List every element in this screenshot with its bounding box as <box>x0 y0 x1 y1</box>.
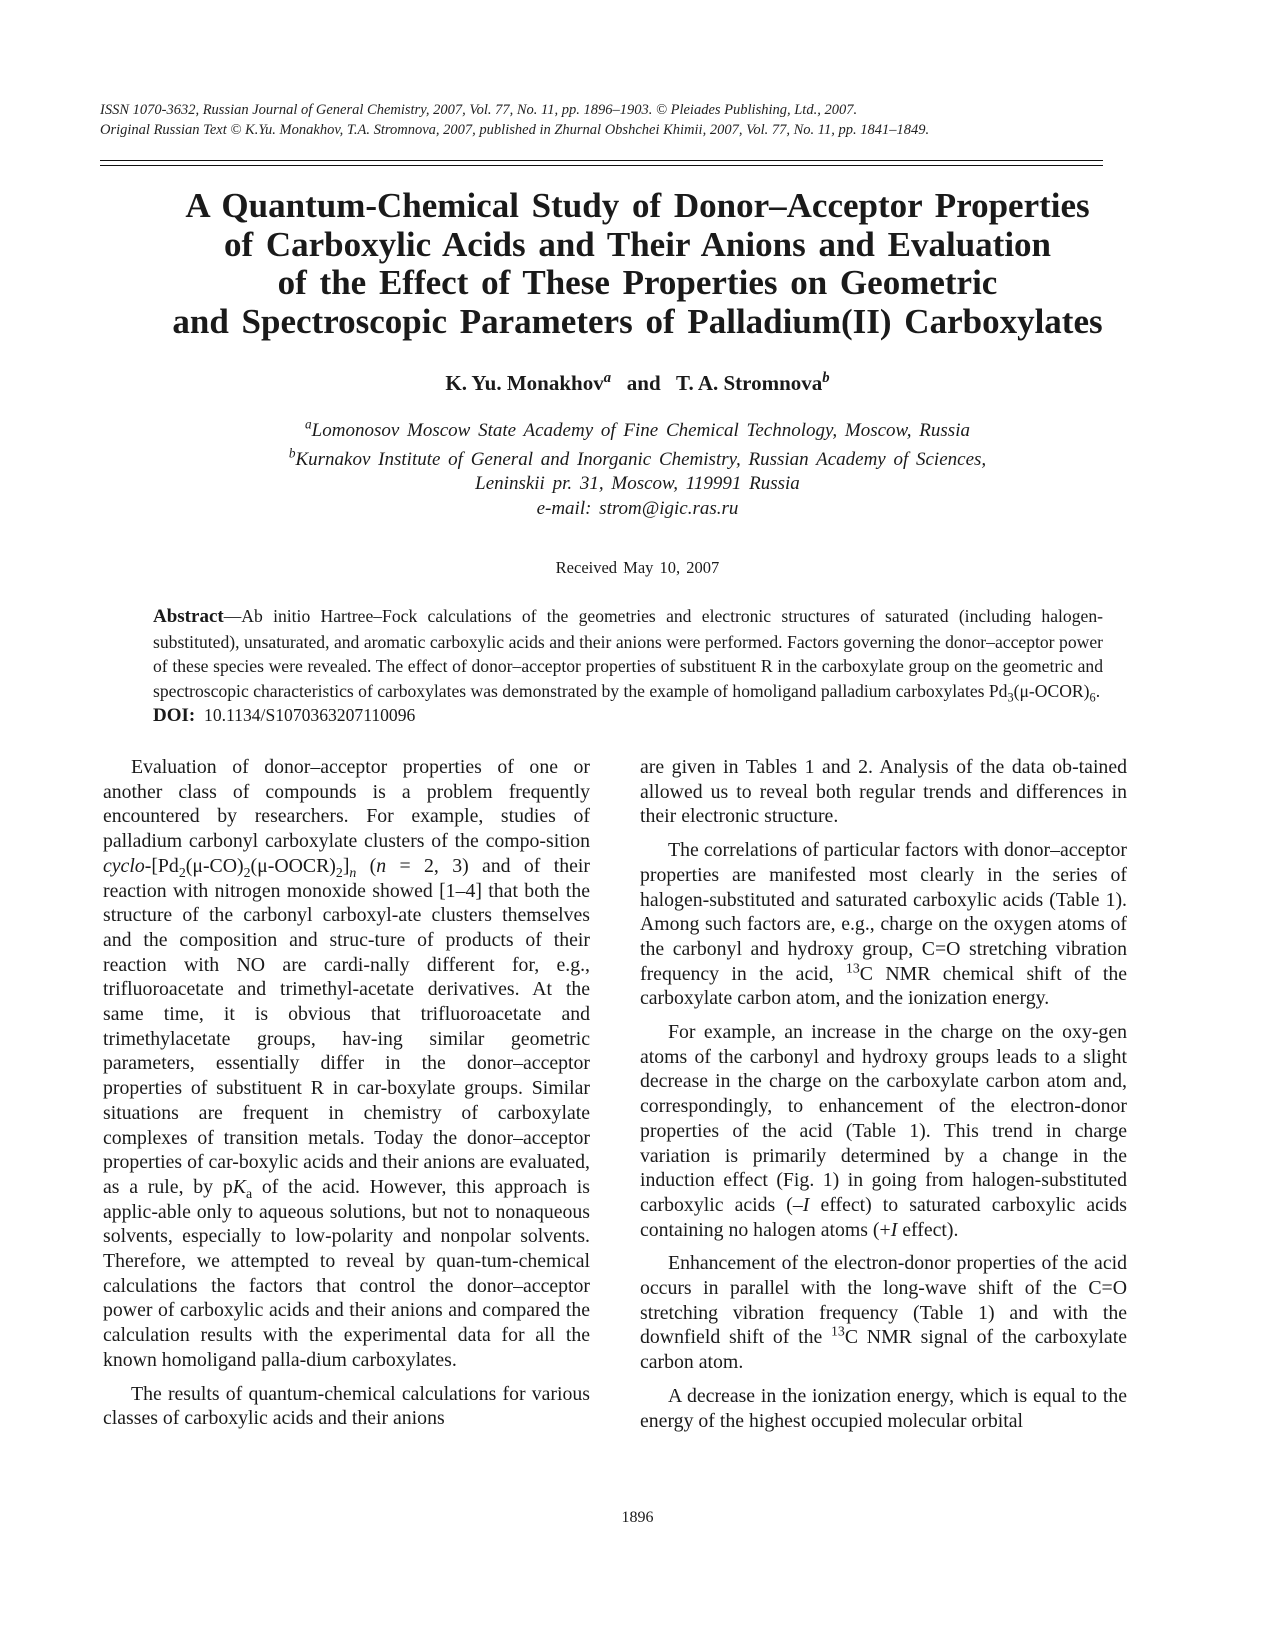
title-line-3: of the Effect of These Properties on Geometric <box>277 263 998 302</box>
left-p1-formula-1: -[Pd <box>144 854 179 877</box>
right-p1-text-b: C NMR chemical shift of the carboxylate carbon atom, and the ionization energy. <box>640 962 1127 1010</box>
right-p3-text-b: C NMR signal of the carboxylate carbon atom. <box>640 1326 1127 1374</box>
affiliation-b <box>100 445 1175 473</box>
right-paragraph-4: A decrease in the ionization energy, which is equal to the energy of the highest occupied molecular orbital <box>640 1384 1127 1432</box>
right-p1-sup: 13 <box>845 960 860 976</box>
right-p3-sup: 13 <box>831 1323 845 1339</box>
right-p1-text-a: The correlations of particular factors with donor–acceptor properties are manifested most clearly in the series of halogen-substituted and saturated carboxylic acids (Table 1). Among such factors are, e.g., charge on the oxygen atoms of the carbonyl and hydroxy group, C=O stretching vibration frequency in the acid, <box>640 839 1127 985</box>
left-p1-formula-3: (μ-OOCR) <box>250 854 336 877</box>
right-p3-text-a: Enhancement of the electron-donor properties of the acid occurs in parallel with the long-wave shift of the C=O stretching vibration frequency (Table 1) and with the downfield shift of the <box>640 1252 1127 1349</box>
left-p1-formula-5: ( <box>356 854 377 877</box>
author-2-affil-mark: b <box>822 370 830 386</box>
abstract-formula-end: . <box>1095 680 1101 701</box>
doi-value: 10.1134/S1070363207110096 <box>204 705 416 726</box>
author-1: K. Yu. Monakhov <box>445 371 604 395</box>
left-p1-cyclo: cyclo <box>103 854 145 877</box>
right-paragraph-1 <box>640 838 1127 1011</box>
title-line-1: A Quantum-Chemical Study of Donor–Acceptor Properties <box>185 186 1090 225</box>
left-p1-K: K <box>232 1175 246 1198</box>
right-paragraph-3 <box>640 1251 1127 1375</box>
left-p1-sub-1: 2 <box>178 864 186 880</box>
header-double-rule <box>100 160 1103 166</box>
left-p1-sub-3: 2 <box>335 864 343 880</box>
right-p2-text-c: effect). <box>897 1218 959 1241</box>
left-p1-sub-n: n <box>349 864 357 880</box>
abstract-dash: — <box>223 606 242 626</box>
right-paragraph-0: are given in Tables 1 and 2. Analysis of the data ob-tained allowed us to reveal both regular trends and differences in their electronic structure. <box>640 756 1127 828</box>
contact-email: e-mail: strom@igic.ras.ru <box>536 497 739 519</box>
right-p2-I-1: I <box>802 1193 810 1216</box>
doi-label: DOI: <box>153 705 196 727</box>
header-line-1: ISSN 1070-3632, Russian Journal of General Chemistry, 2007, Vol. 77, No. 11, pp. 1896–1903. © Pleiades Publishing, Ltd., 2007. <box>100 102 858 118</box>
affiliation-b-mark: b <box>288 445 296 461</box>
right-paragraph-2 <box>640 1020 1127 1242</box>
affiliations <box>100 416 1175 521</box>
title-line-2: of Carboxylic Acids and Their Anions and Evaluation <box>223 224 1052 264</box>
affiliation-b-text: Kurnakov Institute of General and Inorganic Chemistry, Russian Academy of Sciences, <box>295 448 987 470</box>
left-column <box>103 755 590 1440</box>
affiliation-b-address: Leninskii pr. 31, Moscow, 119991 Russia <box>475 473 800 494</box>
abstract-formula-mid: (μ-OCOR) <box>1013 680 1090 701</box>
author-conjunction: and <box>626 371 661 395</box>
right-column <box>640 755 1127 1442</box>
left-p1-formula-2: (μ-CO) <box>185 854 244 877</box>
header-line-2: Original Russian Text © K.Yu. Monakhov, T.A. Stromnova, 2007, published in Zhurnal Obshchei Khimii, 2007, Vol. 77, No. 11, pp. 1841–1849. <box>100 122 930 138</box>
abstract-label: Abstract <box>153 606 224 627</box>
journal-header <box>100 100 1100 140</box>
affiliation-a-mark: a <box>305 416 312 432</box>
received-date: Received May 10, 2007 <box>555 558 720 577</box>
abstract-formula-sub-2: 6 <box>1089 690 1096 705</box>
left-p1-n: n <box>376 854 387 877</box>
affiliation-a <box>100 416 1175 444</box>
right-p2-text-b: effect) to saturated carboxylic acids containing no halogen atoms (+ <box>640 1193 1127 1241</box>
left-p1-text-b: = 2, 3) and of their reaction with nitrogen monoxide showed [1–4] that both the structure of the carbonyl carboxyl-ate clusters themselves and the composition and struc-ture of products of their reaction with NO are cardi-nally different for, e.g., trifluoroacetate and trimethyl-acetate derivatives. At the same time, it is obvious that trifluoroacetate and trimethylacetate groups, hav-ing similar geometric parameters, essentially differ in the donor–acceptor properties of substituent R in car-boxylate groups. Similar situations are frequent in chemistry of carboxylate complexes of transition metals. Today the donor–acceptor properties of car-boxylic acids and their anions are evaluated, as a rule, by p <box>103 854 590 1198</box>
article-title <box>100 187 1175 341</box>
page-number: 1896 <box>621 1509 654 1526</box>
abstract-formula-sub-1: 3 <box>1007 690 1014 705</box>
right-p2-text-a: For example, an increase in the charge on the oxy-gen atoms of the carbonyl and hydroxy groups leads to a slight decrease in the charge on the carboxylate carbon atom and, correspondingly, to enhancement of the electron-donor properties of the acid (Table 1). This trend in charge variation is primarily determined by a change in the induction effect (Fig. 1) in going from halogen-substituted carboxylic acids (– <box>640 1021 1127 1216</box>
title-line-4: and Spectroscopic Parameters of Palladium(II) Carboxylates <box>172 301 1103 341</box>
affiliation-a-text: Lomonosov Moscow State Academy of Fine Chemical Technology, Moscow, Russia <box>311 420 970 441</box>
left-p1-formula-4: ] <box>342 854 350 877</box>
left-p1-text-c: of the acid. However, this approach is applic-able only to aqueous solutions, but not to nonaqueous solvents, especially to low-polarity and nonpolar solvents. Therefore, we attempted to reveal by quan-tum-chemical calculations the factors that control the donor–acceptor power of carboxylic acids and their anions and compared the calculation results with the experimental data for all the known homoligand palla-dium carboxylates. <box>103 1175 590 1371</box>
left-paragraph-2: The results of quantum-chemical calculations for various classes of carboxylic acids and their anions <box>103 1382 590 1430</box>
author-list <box>100 370 1175 396</box>
abstract-text: Ab initio Hartree–Fock calculations of the geometries and electronic structures of saturated (including halogen-substituted), unsaturated, and aromatic carboxylic acids and their anions were performed. Factors governing the donor–acceptor power of these species were revealed. The effect of donor–acceptor properties of substituent R in the carboxylate group on the geometric and spectroscopic characteristics of carboxylates was demonstrated by the example of homoligand palladium carboxylates Pd <box>153 606 1103 701</box>
right-p2-I-2: I <box>890 1218 898 1241</box>
author-1-affil-mark: a <box>603 370 612 386</box>
left-p1-a-sub: a <box>245 1185 253 1201</box>
left-paragraph-1 <box>103 755 590 1373</box>
abstract <box>153 604 1103 729</box>
author-2: T. A. Stromnova <box>676 371 823 395</box>
left-p1-sub-2: 2 <box>243 864 251 880</box>
left-p1-text-a: Evaluation of donor–acceptor properties of one or another class of compounds is a problem frequently encountered by researchers. For example, studies of palladium carbonyl carboxylate clusters of the compo-sition <box>103 756 590 853</box>
